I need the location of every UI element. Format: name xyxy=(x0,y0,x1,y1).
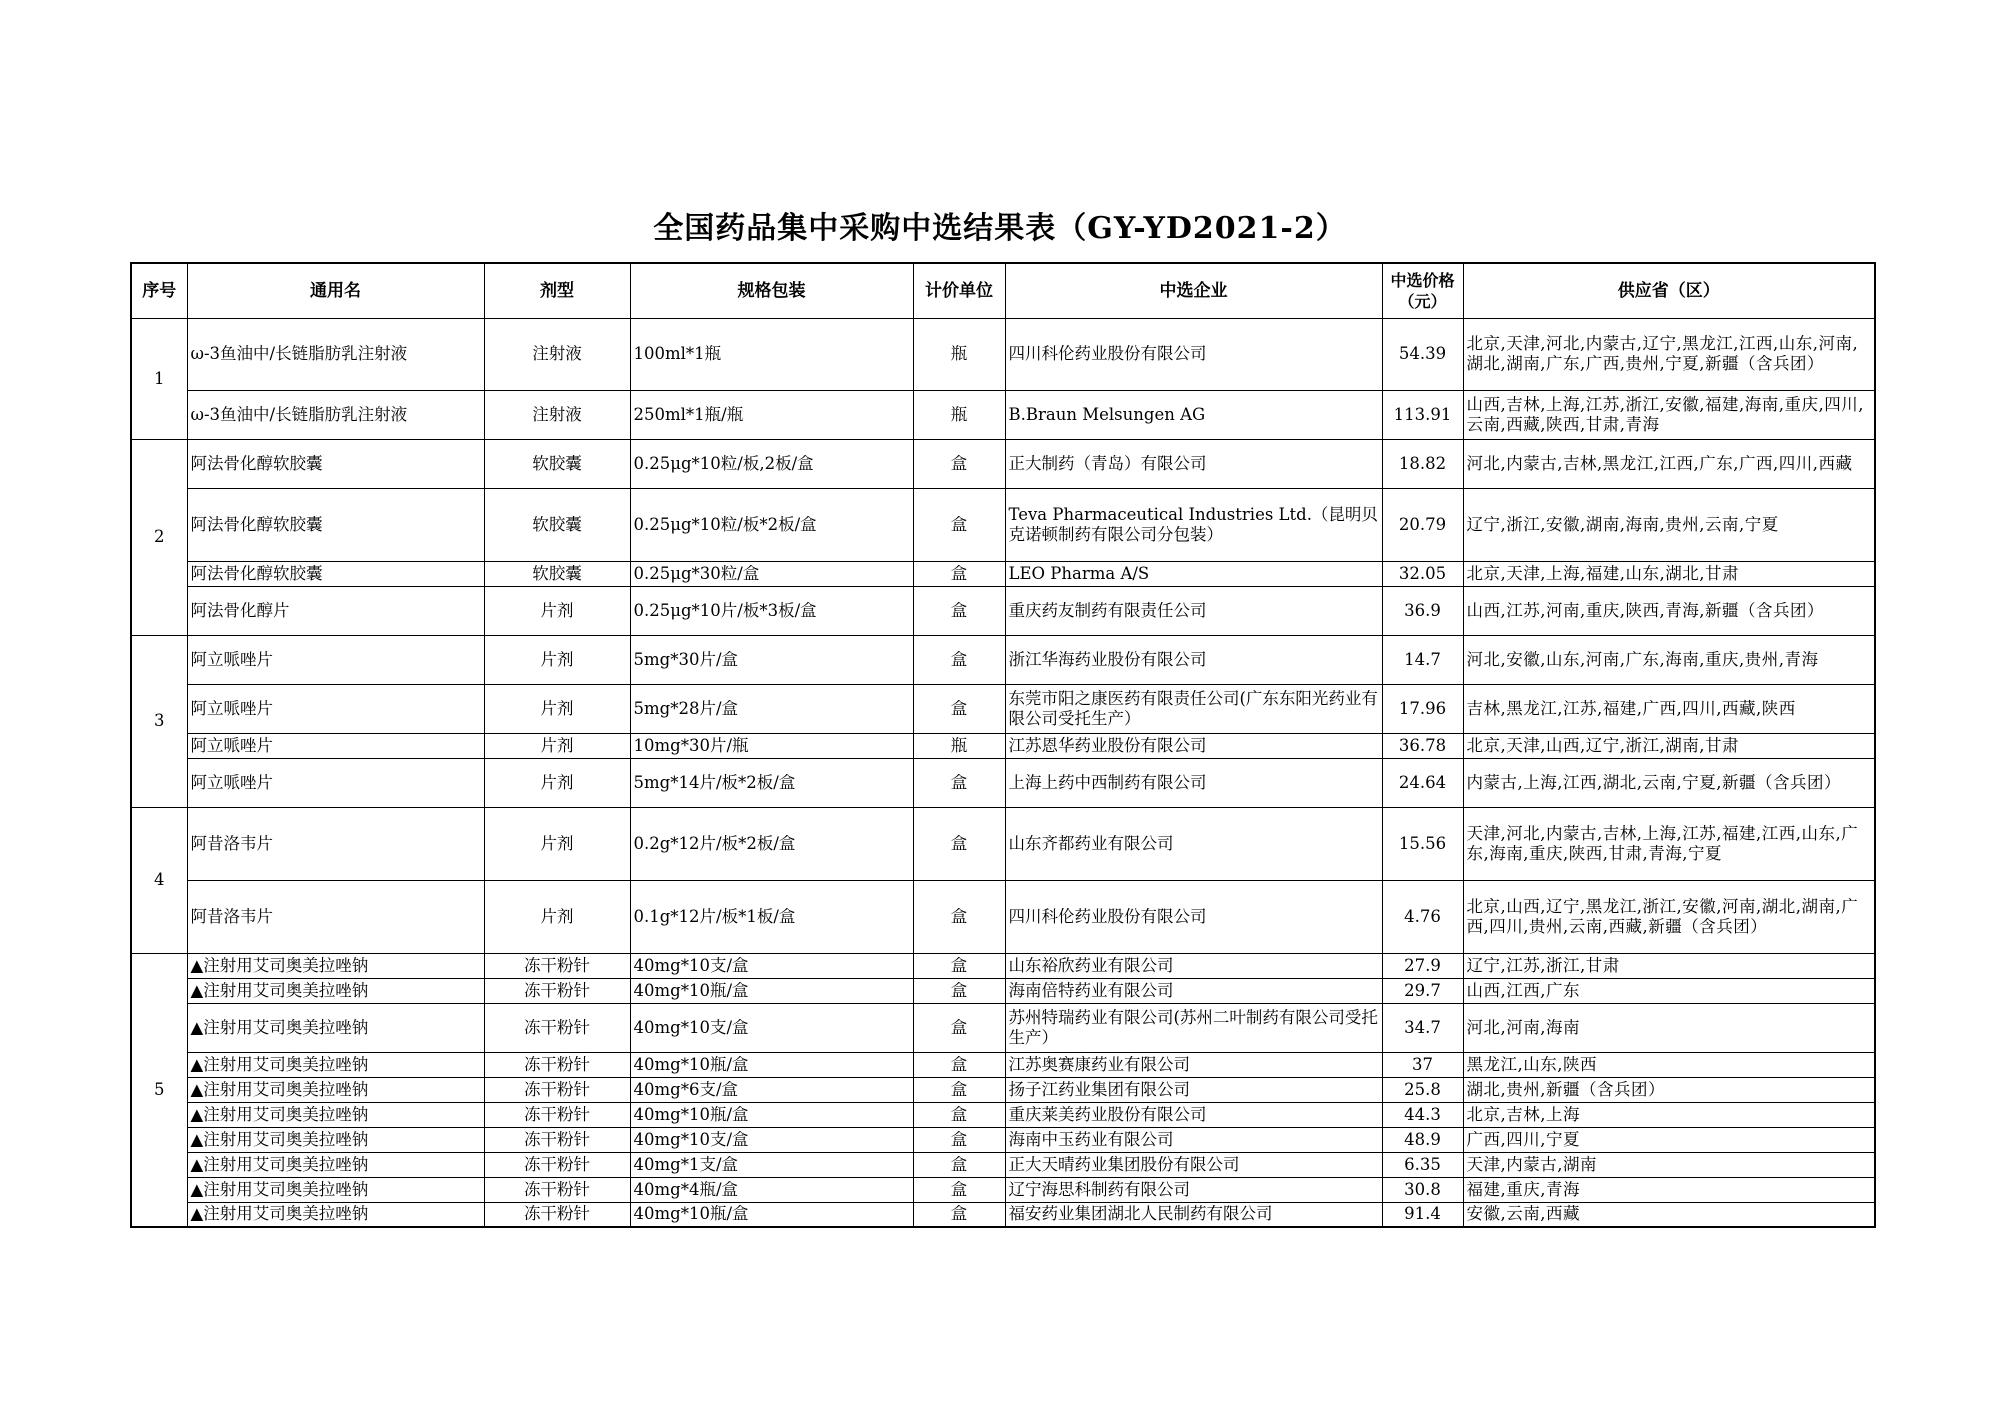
pricing-unit-cell: 瓶 xyxy=(913,733,1005,758)
drug-name-cell: ▲注射用艾司奥美拉唑钠 xyxy=(187,953,484,978)
drug-name-cell: 阿法骨化醇软胶囊 xyxy=(187,439,484,488)
dosage-form-cell: 冻干粉针 xyxy=(484,1003,630,1052)
table-row xyxy=(131,978,1875,1003)
table-row xyxy=(131,635,1875,684)
drug-name-cell: ω-3鱼油中/长链脂肪乳注射液 xyxy=(187,318,484,390)
drug-name-cell: ▲注射用艾司奥美拉唑钠 xyxy=(187,1077,484,1102)
dosage-form-cell: 注射液 xyxy=(484,390,630,439)
drug-name-cell: ▲注射用艾司奥美拉唑钠 xyxy=(187,978,484,1003)
price-cell: 32.05 xyxy=(1382,561,1463,586)
dosage-form-cell: 片剂 xyxy=(484,807,630,880)
company-cell: LEO Pharma A/S xyxy=(1005,561,1382,586)
spec-package-cell: 0.1g*12片/板*1板/盒 xyxy=(630,880,913,953)
dosage-form-cell: 冻干粉针 xyxy=(484,1077,630,1102)
company-cell: Teva Pharmaceutical Industries Ltd.（昆明贝克诺顿制药有限公司分包装） xyxy=(1005,488,1382,561)
dosage-form-cell: 片剂 xyxy=(484,635,630,684)
provinces-cell: 辽宁,江苏,浙江,甘肃 xyxy=(1463,953,1875,978)
company-cell: 浙江华海药业股份有限公司 xyxy=(1005,635,1382,684)
provinces-cell: 北京,山西,辽宁,黑龙江,浙江,安徽,河南,湖北,湖南,广西,四川,贵州,云南,西藏,新疆（含兵团） xyxy=(1463,880,1875,953)
provinces-cell: 湖北,贵州,新疆（含兵团） xyxy=(1463,1077,1875,1102)
spec-package-cell: 40mg*10支/盒 xyxy=(630,953,913,978)
drug-name-cell: ▲注射用艾司奥美拉唑钠 xyxy=(187,1127,484,1152)
provinces-cell: 天津,内蒙古,湖南 xyxy=(1463,1152,1875,1177)
pricing-unit-cell: 盒 xyxy=(913,1177,1005,1202)
col-header-company: 中选企业 xyxy=(1005,263,1382,318)
price-cell: 54.39 xyxy=(1382,318,1463,390)
price-cell: 18.82 xyxy=(1382,439,1463,488)
company-cell: 正大天晴药业集团股份有限公司 xyxy=(1005,1152,1382,1177)
drug-name-cell: 阿法骨化醇片 xyxy=(187,586,484,635)
table-row xyxy=(131,488,1875,561)
provinces-cell: 内蒙古,上海,江西,湖北,云南,宁夏,新疆（含兵团） xyxy=(1463,758,1875,807)
pricing-unit-cell: 瓶 xyxy=(913,318,1005,390)
company-cell: 江苏恩华药业股份有限公司 xyxy=(1005,733,1382,758)
provinces-cell: 广西,四川,宁夏 xyxy=(1463,1127,1875,1152)
pricing-unit-cell: 盒 xyxy=(913,758,1005,807)
spec-package-cell: 100ml*1瓶 xyxy=(630,318,913,390)
provinces-cell: 北京,吉林,上海 xyxy=(1463,1102,1875,1127)
dosage-form-cell: 冻干粉针 xyxy=(484,1177,630,1202)
provinces-cell: 北京,天津,河北,内蒙古,辽宁,黑龙江,江西,山东,河南,湖北,湖南,广东,广西,贵州,宁夏,新疆（含兵团） xyxy=(1463,318,1875,390)
group-number: 1 xyxy=(131,318,187,439)
dosage-form-cell: 片剂 xyxy=(484,684,630,733)
table-row xyxy=(131,561,1875,586)
price-cell: 36.78 xyxy=(1382,733,1463,758)
col-header-provinces: 供应省（区） xyxy=(1463,263,1875,318)
table-row xyxy=(131,1177,1875,1202)
provinces-cell: 山西,吉林,上海,江苏,浙江,安徽,福建,海南,重庆,四川,云南,西藏,陕西,甘肃,青海 xyxy=(1463,390,1875,439)
price-cell: 36.9 xyxy=(1382,586,1463,635)
spec-package-cell: 10mg*30片/瓶 xyxy=(630,733,913,758)
dosage-form-cell: 冻干粉针 xyxy=(484,953,630,978)
table-row xyxy=(131,880,1875,953)
table-row xyxy=(131,807,1875,880)
dosage-form-cell: 冻干粉针 xyxy=(484,1052,630,1077)
drug-name-cell: 阿昔洛韦片 xyxy=(187,807,484,880)
company-cell: 重庆莱美药业股份有限公司 xyxy=(1005,1102,1382,1127)
drug-name-cell: ▲注射用艾司奥美拉唑钠 xyxy=(187,1152,484,1177)
table-row xyxy=(131,684,1875,733)
pricing-unit-cell: 盒 xyxy=(913,586,1005,635)
table-row xyxy=(131,390,1875,439)
table-row xyxy=(131,758,1875,807)
table-body xyxy=(131,318,1875,1227)
pricing-unit-cell: 盒 xyxy=(913,1052,1005,1077)
group-number: 2 xyxy=(131,439,187,635)
table-row xyxy=(131,1077,1875,1102)
spec-package-cell: 40mg*10瓶/盒 xyxy=(630,978,913,1003)
provinces-cell: 河北,安徽,山东,河南,广东,海南,重庆,贵州,青海 xyxy=(1463,635,1875,684)
drug-name-cell: 阿立哌唑片 xyxy=(187,684,484,733)
price-cell: 91.4 xyxy=(1382,1202,1463,1227)
company-cell: 辽宁海思科制药有限公司 xyxy=(1005,1177,1382,1202)
price-cell: 4.76 xyxy=(1382,880,1463,953)
provinces-cell: 吉林,黑龙江,江苏,福建,广西,四川,西藏,陕西 xyxy=(1463,684,1875,733)
dosage-form-cell: 注射液 xyxy=(484,318,630,390)
col-header-name: 通用名 xyxy=(187,263,484,318)
pricing-unit-cell: 盒 xyxy=(913,1202,1005,1227)
pricing-unit-cell: 盒 xyxy=(913,561,1005,586)
provinces-cell: 河北,河南,海南 xyxy=(1463,1003,1875,1052)
provinces-cell: 山西,江苏,河南,重庆,陕西,青海,新疆（含兵团） xyxy=(1463,586,1875,635)
pricing-unit-cell: 盒 xyxy=(913,684,1005,733)
provinces-cell: 北京,天津,山西,辽宁,浙江,湖南,甘肃 xyxy=(1463,733,1875,758)
drug-name-cell: 阿法骨化醇软胶囊 xyxy=(187,561,484,586)
dosage-form-cell: 冻干粉针 xyxy=(484,1127,630,1152)
company-cell: 海南中玉药业有限公司 xyxy=(1005,1127,1382,1152)
spec-package-cell: 40mg*6支/盒 xyxy=(630,1077,913,1102)
pricing-unit-cell: 盒 xyxy=(913,978,1005,1003)
provinces-cell: 北京,天津,上海,福建,山东,湖北,甘肃 xyxy=(1463,561,1875,586)
company-cell: 正大制药（青岛）有限公司 xyxy=(1005,439,1382,488)
drug-name-cell: ▲注射用艾司奥美拉唑钠 xyxy=(187,1202,484,1227)
table-row xyxy=(131,1003,1875,1052)
table-row xyxy=(131,1202,1875,1227)
dosage-form-cell: 软胶囊 xyxy=(484,439,630,488)
company-cell: 海南倍特药业有限公司 xyxy=(1005,978,1382,1003)
company-cell: 山东齐都药业有限公司 xyxy=(1005,807,1382,880)
dosage-form-cell: 片剂 xyxy=(484,733,630,758)
drug-name-cell: 阿立哌唑片 xyxy=(187,635,484,684)
col-header-price: 中选价格（元） xyxy=(1382,263,1463,318)
table-row xyxy=(131,439,1875,488)
table-row xyxy=(131,953,1875,978)
spec-package-cell: 0.25μg*10片/板*3板/盒 xyxy=(630,586,913,635)
spec-package-cell: 40mg*10瓶/盒 xyxy=(630,1202,913,1227)
price-cell: 17.96 xyxy=(1382,684,1463,733)
dosage-form-cell: 冻干粉针 xyxy=(484,1152,630,1177)
dosage-form-cell: 片剂 xyxy=(484,880,630,953)
dosage-form-cell: 片剂 xyxy=(484,758,630,807)
provinces-cell: 河北,内蒙古,吉林,黑龙江,江西,广东,广西,四川,西藏 xyxy=(1463,439,1875,488)
col-header-form: 剂型 xyxy=(484,263,630,318)
price-cell: 37 xyxy=(1382,1052,1463,1077)
price-cell: 29.7 xyxy=(1382,978,1463,1003)
pricing-unit-cell: 盒 xyxy=(913,1127,1005,1152)
price-cell: 24.64 xyxy=(1382,758,1463,807)
drug-name-cell: ▲注射用艾司奥美拉唑钠 xyxy=(187,1102,484,1127)
drug-name-cell: 阿立哌唑片 xyxy=(187,758,484,807)
pricing-unit-cell: 盒 xyxy=(913,635,1005,684)
company-cell: 重庆药友制药有限责任公司 xyxy=(1005,586,1382,635)
drug-name-cell: 阿立哌唑片 xyxy=(187,733,484,758)
drug-name-cell: ▲注射用艾司奥美拉唑钠 xyxy=(187,1052,484,1077)
spec-package-cell: 0.25μg*10粒/板*2板/盒 xyxy=(630,488,913,561)
group-number: 3 xyxy=(131,635,187,807)
company-cell: B.Braun Melsungen AG xyxy=(1005,390,1382,439)
spec-package-cell: 0.25μg*30粒/盒 xyxy=(630,561,913,586)
table-row xyxy=(131,318,1875,390)
company-cell: 福安药业集团湖北人民制药有限公司 xyxy=(1005,1202,1382,1227)
price-cell: 6.35 xyxy=(1382,1152,1463,1177)
table-row xyxy=(131,586,1875,635)
price-cell: 25.8 xyxy=(1382,1077,1463,1102)
spec-package-cell: 5mg*28片/盒 xyxy=(630,684,913,733)
spec-package-cell: 0.25μg*10粒/板,2板/盒 xyxy=(630,439,913,488)
group-number: 5 xyxy=(131,953,187,1227)
spec-package-cell: 250ml*1瓶/瓶 xyxy=(630,390,913,439)
company-cell: 四川科伦药业股份有限公司 xyxy=(1005,318,1382,390)
pricing-unit-cell: 盒 xyxy=(913,1102,1005,1127)
pricing-unit-cell: 盒 xyxy=(913,1152,1005,1177)
pricing-unit-cell: 瓶 xyxy=(913,390,1005,439)
provinces-cell: 天津,河北,内蒙古,吉林,上海,江苏,福建,江西,山东,广东,海南,重庆,陕西,甘肃,青海,宁夏 xyxy=(1463,807,1875,880)
spec-package-cell: 40mg*4瓶/盒 xyxy=(630,1177,913,1202)
table-row xyxy=(131,1152,1875,1177)
price-cell: 34.7 xyxy=(1382,1003,1463,1052)
drug-name-cell: 阿昔洛韦片 xyxy=(187,880,484,953)
col-header-no: 序号 xyxy=(131,263,187,318)
spec-package-cell: 40mg*10瓶/盒 xyxy=(630,1052,913,1077)
company-cell: 山东裕欣药业有限公司 xyxy=(1005,953,1382,978)
provinces-cell: 黑龙江,山东,陕西 xyxy=(1463,1052,1875,1077)
pricing-unit-cell: 盒 xyxy=(913,953,1005,978)
pricing-unit-cell: 盒 xyxy=(913,439,1005,488)
table-row xyxy=(131,733,1875,758)
spec-package-cell: 5mg*14片/板*2板/盒 xyxy=(630,758,913,807)
provinces-cell: 安徽,云南,西藏 xyxy=(1463,1202,1875,1227)
company-cell: 四川科伦药业股份有限公司 xyxy=(1005,880,1382,953)
page-title: 全国药品集中采购中选结果表（GY-YD2021-2） xyxy=(653,211,1347,246)
price-cell: 30.8 xyxy=(1382,1177,1463,1202)
drug-name-cell: 阿法骨化醇软胶囊 xyxy=(187,488,484,561)
company-cell: 东莞市阳之康医药有限责任公司(广东东阳光药业有限公司受托生产） xyxy=(1005,684,1382,733)
company-cell: 江苏奥赛康药业有限公司 xyxy=(1005,1052,1382,1077)
price-cell: 20.79 xyxy=(1382,488,1463,561)
dosage-form-cell: 软胶囊 xyxy=(484,561,630,586)
drug-name-cell: ▲注射用艾司奥美拉唑钠 xyxy=(187,1177,484,1202)
company-cell: 苏州特瑞药业有限公司(苏州二叶制药有限公司受托生产） xyxy=(1005,1003,1382,1052)
dosage-form-cell: 冻干粉针 xyxy=(484,1102,630,1127)
dosage-form-cell: 冻干粉针 xyxy=(484,978,630,1003)
spec-package-cell: 0.2g*12片/板*2板/盒 xyxy=(630,807,913,880)
dosage-form-cell: 片剂 xyxy=(484,586,630,635)
table-row xyxy=(131,1052,1875,1077)
provinces-cell: 山西,江西,广东 xyxy=(1463,978,1875,1003)
dosage-form-cell: 冻干粉针 xyxy=(484,1202,630,1227)
pricing-unit-cell: 盒 xyxy=(913,807,1005,880)
spec-package-cell: 5mg*30片/盒 xyxy=(630,635,913,684)
pricing-unit-cell: 盒 xyxy=(913,1003,1005,1052)
table-row xyxy=(131,1102,1875,1127)
provinces-cell: 辽宁,浙江,安徽,湖南,海南,贵州,云南,宁夏 xyxy=(1463,488,1875,561)
provinces-cell: 福建,重庆,青海 xyxy=(1463,1177,1875,1202)
price-cell: 14.7 xyxy=(1382,635,1463,684)
group-number: 4 xyxy=(131,807,187,953)
results-table xyxy=(130,262,1876,1228)
company-cell: 扬子江药业集团有限公司 xyxy=(1005,1077,1382,1102)
pricing-unit-cell: 盒 xyxy=(913,880,1005,953)
dosage-form-cell: 软胶囊 xyxy=(484,488,630,561)
spec-package-cell: 40mg*10支/盒 xyxy=(630,1127,913,1152)
spec-package-cell: 40mg*10支/盒 xyxy=(630,1003,913,1052)
price-cell: 44.3 xyxy=(1382,1102,1463,1127)
price-cell: 113.91 xyxy=(1382,390,1463,439)
drug-name-cell: ▲注射用艾司奥美拉唑钠 xyxy=(187,1003,484,1052)
pricing-unit-cell: 盒 xyxy=(913,488,1005,561)
table-row xyxy=(131,1127,1875,1152)
price-cell: 15.56 xyxy=(1382,807,1463,880)
price-cell: 27.9 xyxy=(1382,953,1463,978)
header-row xyxy=(131,263,1875,318)
spec-package-cell: 40mg*10瓶/盒 xyxy=(630,1102,913,1127)
drug-name-cell: ω-3鱼油中/长链脂肪乳注射液 xyxy=(187,390,484,439)
pricing-unit-cell: 盒 xyxy=(913,1077,1005,1102)
company-cell: 上海上药中西制药有限公司 xyxy=(1005,758,1382,807)
col-header-spec: 规格包装 xyxy=(630,263,913,318)
spec-package-cell: 40mg*1支/盒 xyxy=(630,1152,913,1177)
price-cell: 48.9 xyxy=(1382,1127,1463,1152)
col-header-unit: 计价单位 xyxy=(913,263,1005,318)
